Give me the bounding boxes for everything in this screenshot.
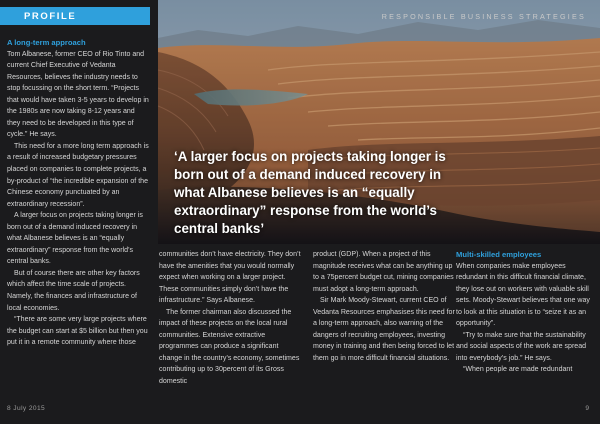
paragraph: This need for a more long term approach is a result of increased budgetary pressures placed on companies to complete projects, a by-product of “the incredible expansion of the Chinese economy punctuated by an extraordinary recession”.: [7, 142, 149, 208]
paragraph: Tom Albanese, former CEO of Rio Tinto and current Chief Executive of Vedanta Resources, believes the industry needs to stop focussing on the short term. “Projects that would have taken 3-5 years to develop in the 1980s are now taking 8-12 years and they need to be developed in this type of cycle.” He says.: [7, 50, 149, 139]
paragraph: “When people are made redundant: [463, 366, 573, 374]
article-column-2: [159, 249, 301, 388]
article-column-3: [313, 249, 455, 364]
subheading-multi-skilled-employees: Multi-skilled employees: [456, 250, 542, 259]
paragraph: communities don’t have electricity. They don’t have the amenities that you would normally expect when working on a larger project. These communities simply don’t have the infrastructure.” Says Albanese.: [159, 251, 301, 305]
folio-left: 8 July 2015: [7, 405, 46, 412]
paragraph: “Try to make sure that the sustainability and social aspects of the work are spread into everybody’s job.” He says.: [456, 331, 587, 362]
section-tag: [0, 7, 150, 25]
section-tag-label: PROFILE: [24, 11, 77, 22]
paragraph: “There are some very large projects where the budget can start at $5 billion but then you put it in a remote community where those: [7, 316, 148, 347]
article-column-1: [7, 37, 149, 349]
paragraph: When companies make employees redundant in this difficult financial climate, they lose out on workers with valuable skill sets. Moody-Stewart believes that one way to look at this situation is to “seize it as an opportunity”.: [456, 262, 590, 328]
subheading-long-term-approach: A long-term approach: [7, 38, 86, 47]
paragraph: The former chairman also discussed the impact of these projects on the local rural communities. Extensive extractive programmes can produce a significant change in the country’s economy, sometimes contributing up to 30percent of its Gross domestic: [159, 308, 300, 386]
folio-right: 9: [585, 405, 589, 412]
article-column-4: [456, 249, 596, 376]
paragraph: A larger focus on projects taking longer is born out of a demand induced recovery in what Albanese believes is an “equally extraordinary” response from the world’s central banks.: [7, 212, 143, 266]
running-head: RESPONSIBLE BUSINESS STRATEGIES: [381, 12, 586, 21]
paragraph: product (GDP). When a project of this magnitude receives what can be anything up to a 75percent budget cut, mining companies must adopt a long-term approach.: [313, 251, 454, 293]
pull-quote: ‘A larger focus on projects taking longer is born out of a demand induced recovery in what Albanese believes is an “equally extraordinary” response from the world’s central banks’: [174, 149, 446, 236]
paragraph: But of course there are other key factors which affect the time scale of projects. Namely, the finances and infrastructure of local economies.: [7, 269, 140, 312]
paragraph: Sir Mark Moody-Stewart, current CEO of Vedanta Resources emphasises this need for a long-term approach, also warning of the dangers of recruiting employees, investing money in training and then being forced to let them go in more difficult financial situations.: [313, 297, 455, 362]
